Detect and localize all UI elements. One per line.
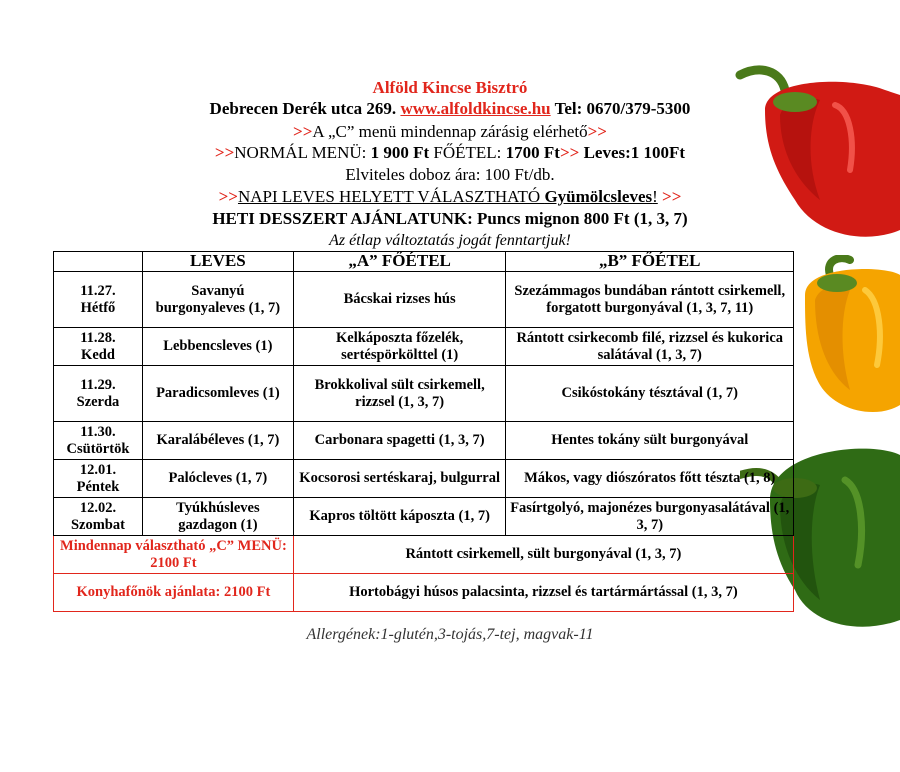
fruit-soup-text: NAPI LEVES HELYETT VÁLASZTHATÓ [237,187,545,206]
chef-special-label: Konyhafőnök ajánlata: 2100 Ft [54,574,294,612]
day-cell [54,422,143,460]
leves-cell: Paradicsomleves (1) [142,366,293,422]
b-cell: Rántott csirkecomb filé, rizzsel és kukorica salátával (1, 3, 7) [506,328,794,366]
restaurant-name: Alföld Kincse Bisztró [372,78,528,97]
arrows-1: >> [214,143,235,162]
chef-special-dish: Hortobágyi húsos palacsinta, rizzsel és tartármártással (1, 3, 7) [293,574,793,612]
day-cell [54,460,143,498]
leves-cell: Savanyú burgonyaleves (1, 7) [142,272,293,328]
price-line [0,143,900,163]
c-menu-note [0,122,900,142]
day-cell [54,272,143,328]
day: Péntek [76,478,120,495]
table-row [54,366,794,422]
normal-menu-label: NORMÁL MENÜ: [234,143,371,162]
website-link[interactable]: www.alfoldkincse.hu [400,99,551,118]
fruit-soup-note [0,187,900,207]
table-row [54,328,794,366]
b-cell: Fasírtgolyó, majonézes burgonyasalátával (1, 3, 7) [506,498,794,536]
day-cell [54,498,143,536]
date: 11.28. [80,330,116,346]
b-cell: Csikóstokány tésztával (1, 7) [506,366,794,422]
day: Csütörtök [66,440,130,457]
a-cell: Kelkáposzta főzelék, sertéspörkölttel (1) [293,328,506,366]
leves-cell: Palócleves (1, 7) [142,460,293,498]
arrows-left-2: >> [218,187,238,206]
a-cell: Brokkolival sült csirkemell, rizzsel (1, 3, 7) [293,366,506,422]
date: 12.02. [79,500,117,516]
day-cell [54,366,143,422]
day: Kedd [81,346,115,363]
arrows-right-2: >> [657,187,682,206]
arrows-right: >> [587,122,607,141]
date: 11.30. [80,424,116,440]
a-cell: Kapros töltött káposzta (1, 7) [293,498,506,536]
date: 11.29. [80,377,116,393]
leves-cell: Lebbencsleves (1) [142,328,293,366]
normal-menu-price: 1 900 Ft [370,143,430,162]
yellow-pepper-icon [795,255,900,415]
day: Hétfő [80,299,116,316]
foetel-label: FŐÉTEL: [429,143,506,162]
col-header-b: „B” FŐÉTEL [506,252,794,272]
date: 12.01. [79,462,117,478]
table-row [54,460,794,498]
fruit-soup-excl: ! [652,187,658,206]
arrows-left: >> [293,122,313,141]
weekly-menu-table [53,251,794,612]
a-cell: Carbonara spagetti (1, 3, 7) [293,422,506,460]
takeaway-box-note: Elviteles doboz ára: 100 Ft/db. [345,165,555,184]
address: Debrecen Derék utca 269. [209,99,397,118]
a-cell: Bácskai rizses hús [293,272,506,328]
phone: Tel: 0670/379-5300 [554,99,691,118]
leves-price: Leves:1 100Ft [579,143,686,162]
contact-line [0,99,900,119]
chef-special-row [54,574,794,612]
table-header-row [54,252,794,272]
disclaimer: Az étlap változtatás jogát fenntartjuk! [329,232,571,249]
day: Szombat [70,516,125,533]
day: Szerda [76,393,120,410]
foetel-price: 1700 Ft [505,143,560,162]
table-row [54,422,794,460]
c-menu-row [54,536,794,574]
a-cell: Kocsorosi sertéskaraj, bulgurral [293,460,506,498]
col-header-day [54,252,143,272]
day-cell [54,328,143,366]
allergen-note: Allergének:1-glutén,3-tojás,7-tej, magvak-11 [306,626,594,643]
c-menu-label: Mindennap választható „C” MENÜ: 2100 Ft [54,536,294,574]
b-cell: Mákos, vagy diószóratos főtt tészta (1, 8) [506,460,794,498]
col-header-leves: LEVES [142,252,293,272]
b-cell: Szezámmagos bundában rántott csirkemell, forgatott burgonyával (1, 3, 7, 11) [506,272,794,328]
c-menu-dish: Rántott csirkemell, sült burgonyával (1, 3, 7) [293,536,793,574]
date: 11.27. [80,283,116,299]
col-header-a: „A” FŐÉTEL [293,252,506,272]
table-row [54,498,794,536]
b-cell: Hentes tokány sült burgonyával [506,422,794,460]
leves-cell: Karalábéleves (1, 7) [142,422,293,460]
weekly-dessert: HETI DESSZERT AJÁNLATUNK: Puncs mignon 800 Ft (1, 3, 7) [212,209,688,228]
leves-cell: Tyúkhúsleves gazdagon (1) [142,498,293,536]
c-menu-text: A „C” menü mindennap zárásig elérhető [312,122,588,141]
arrows-2: >> [559,143,580,162]
table-row [54,272,794,328]
fruit-soup-name: Gyümölcsleves [544,187,653,206]
